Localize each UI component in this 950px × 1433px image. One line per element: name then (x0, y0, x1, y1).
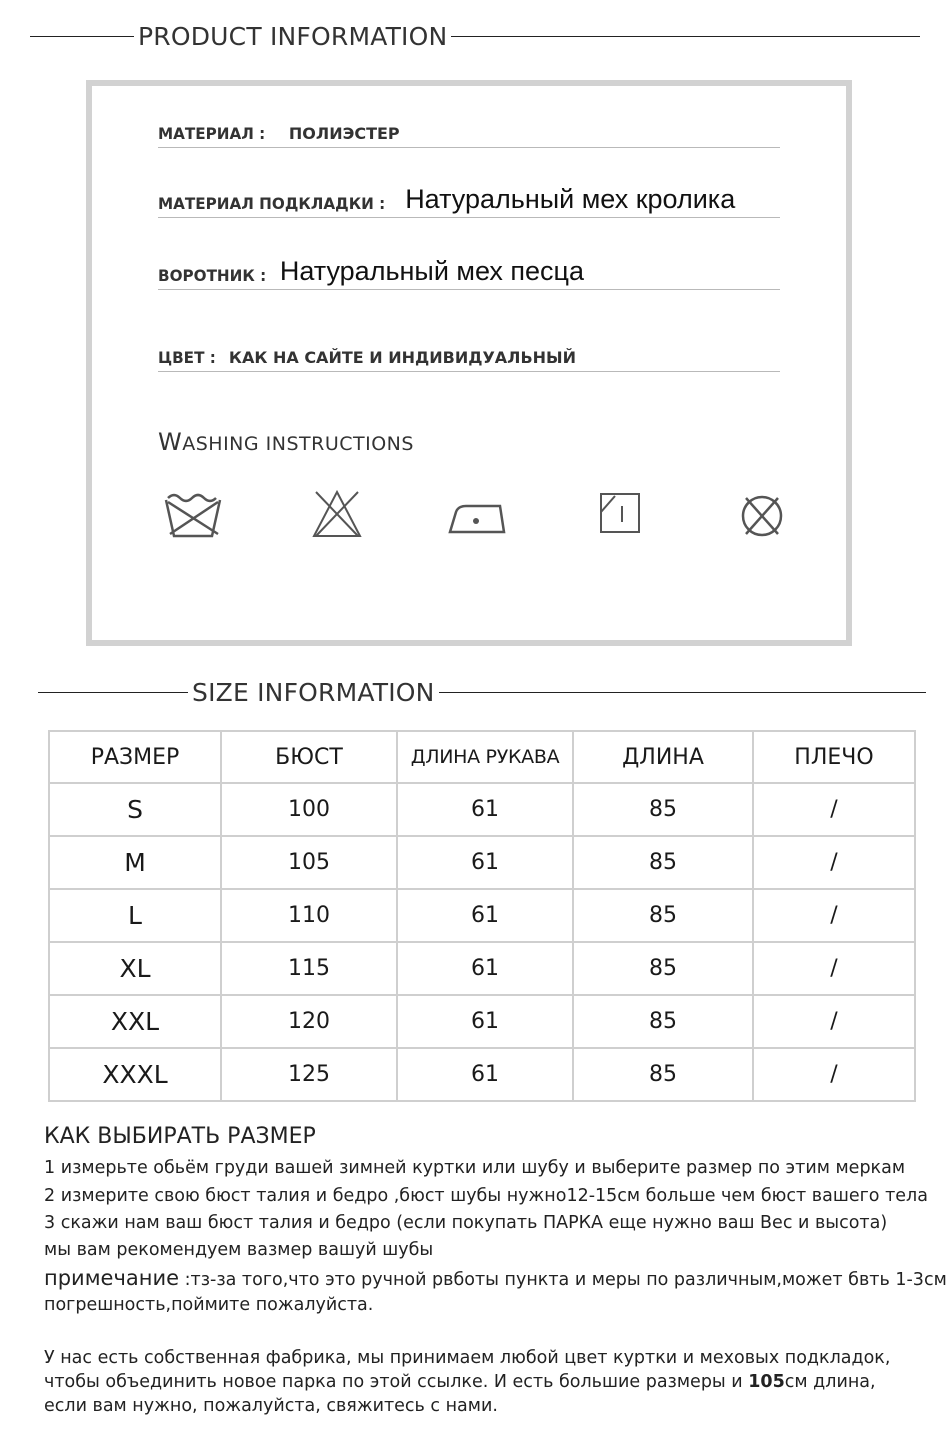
product-info-title: PRODUCT INFORMATION (138, 22, 448, 51)
remark-line-2: погрешность,поймите пожалуйста. (44, 1295, 374, 1315)
cell-shoulder: / (753, 836, 915, 889)
washing-title-rest: ASHING INSTRUCTIONS (182, 433, 414, 455)
heading-rule-right (439, 692, 926, 693)
cell-sleeve: 61 (397, 836, 573, 889)
size-info-title: SIZE INFORMATION (192, 678, 435, 707)
product-info-heading (30, 22, 920, 51)
lining-label: МАТЕРИАЛ ПОДКЛАДКИ : (158, 194, 386, 213)
remark-text: :тз-за того,что это ручной рвботы пункта и меры по различным,может бвть 1-3см (179, 1270, 947, 1290)
do-not-tumble-dry-icon (738, 488, 786, 540)
factory-line-1: У нас есть собственная фабрика, мы принимаем любой цвет куртки и меховых подкладок, (44, 1348, 891, 1368)
cell-bust: 120 (221, 995, 397, 1048)
factory-line-2-end: см длина, (784, 1372, 876, 1392)
do-not-bleach-icon (310, 488, 364, 540)
collar-label: ВОРОТНИК : (158, 266, 267, 285)
remark-line (44, 1266, 947, 1290)
cell-shoulder: / (753, 995, 915, 1048)
cell-sleeve: 61 (397, 995, 573, 1048)
cell-length: 85 (573, 836, 753, 889)
factory-line-3: если вам нужно, пожалуйста, свяжитесь с нами. (44, 1396, 498, 1416)
product-info-box (86, 80, 852, 646)
size-guide-recommend: мы вам рекомендуем вазмер вашуй шубы (44, 1240, 434, 1260)
size-info-heading (38, 678, 926, 707)
cell-sleeve: 61 (397, 1048, 573, 1101)
dry-flat-icon (598, 488, 642, 536)
cell-size: M (49, 836, 221, 889)
header-sleeve-length: ДЛИНА РУКАВА (397, 731, 573, 783)
cell-size: XXXL (49, 1048, 221, 1101)
cell-bust: 115 (221, 942, 397, 995)
table-row (49, 942, 915, 995)
header-shoulder: ПЛЕЧО (753, 731, 915, 783)
table-header-row (49, 731, 915, 783)
remark-label: примечание (44, 1266, 180, 1290)
cell-length: 85 (573, 995, 753, 1048)
header-bust: БЮСТ (221, 731, 397, 783)
iron-low-heat-icon (446, 488, 508, 540)
cell-shoulder: / (753, 889, 915, 942)
cell-size: S (49, 783, 221, 836)
cell-shoulder: / (753, 942, 915, 995)
cell-bust: 110 (221, 889, 397, 942)
cell-length: 85 (573, 889, 753, 942)
size-guide-step-2: 2 измерите свою бюст талия и бедро ,бюст шубы нужно12-15см больше чем бюст вашего тела (44, 1186, 928, 1206)
material-value: ПОЛИЭСТЕР (288, 124, 400, 143)
info-row-material (158, 124, 780, 148)
color-label: ЦВЕТ : (158, 348, 216, 367)
cell-shoulder: / (753, 783, 915, 836)
size-guide-heading: КАК ВЫБИРАТЬ РАЗМЕР (44, 1124, 316, 1149)
heading-rule-right (451, 36, 920, 37)
size-guide-step-3: 3 скажи нам ваш бюст талия и бедро (если покупать ПАРКА еще нужно ваш Вес и высота) (44, 1213, 888, 1233)
table-row (49, 783, 915, 836)
factory-length-value: 105 (748, 1372, 785, 1392)
cell-size: L (49, 889, 221, 942)
heading-rule-left (30, 36, 134, 37)
factory-line-2 (44, 1372, 876, 1392)
size-table (48, 730, 916, 1102)
table-row (49, 995, 915, 1048)
cell-size: XXL (49, 995, 221, 1048)
info-row-collar (158, 258, 780, 290)
cell-bust: 125 (221, 1048, 397, 1101)
cell-size: XL (49, 942, 221, 995)
cell-bust: 100 (221, 783, 397, 836)
collar-value: Натуральный мех песца (279, 256, 585, 286)
info-row-color (158, 348, 780, 372)
cell-sleeve: 61 (397, 889, 573, 942)
lining-value: Натуральный мех кролика (405, 184, 736, 214)
heading-rule-left (38, 692, 188, 693)
header-length: ДЛИНА (573, 731, 753, 783)
do-not-wash-icon (162, 488, 226, 540)
table-row (49, 889, 915, 942)
washing-title-initial: W (158, 428, 183, 456)
table-row (49, 836, 915, 889)
cell-length: 85 (573, 942, 753, 995)
material-label: МАТЕРИАЛ : (158, 124, 266, 143)
cell-length: 85 (573, 1048, 753, 1101)
washing-instructions-title (158, 428, 414, 456)
factory-line-2-start: чтобы объединить новое парка по этой ссылке. И есть большие размеры и (44, 1372, 749, 1392)
cell-length: 85 (573, 783, 753, 836)
cell-bust: 105 (221, 836, 397, 889)
size-guide-step-1: 1 измерьте обьём груди вашей зимней куртки или шубу и выберите размер по этим меркам (44, 1158, 906, 1178)
cell-sleeve: 61 (397, 783, 573, 836)
table-row (49, 1048, 915, 1101)
header-size: РАЗМЕР (49, 731, 221, 783)
cell-sleeve: 61 (397, 942, 573, 995)
cell-shoulder: / (753, 1048, 915, 1101)
info-row-lining (158, 186, 780, 218)
color-value: КАК НА САЙТЕ И ИНДИВИДУАЛЬНЫЙ (228, 348, 577, 367)
